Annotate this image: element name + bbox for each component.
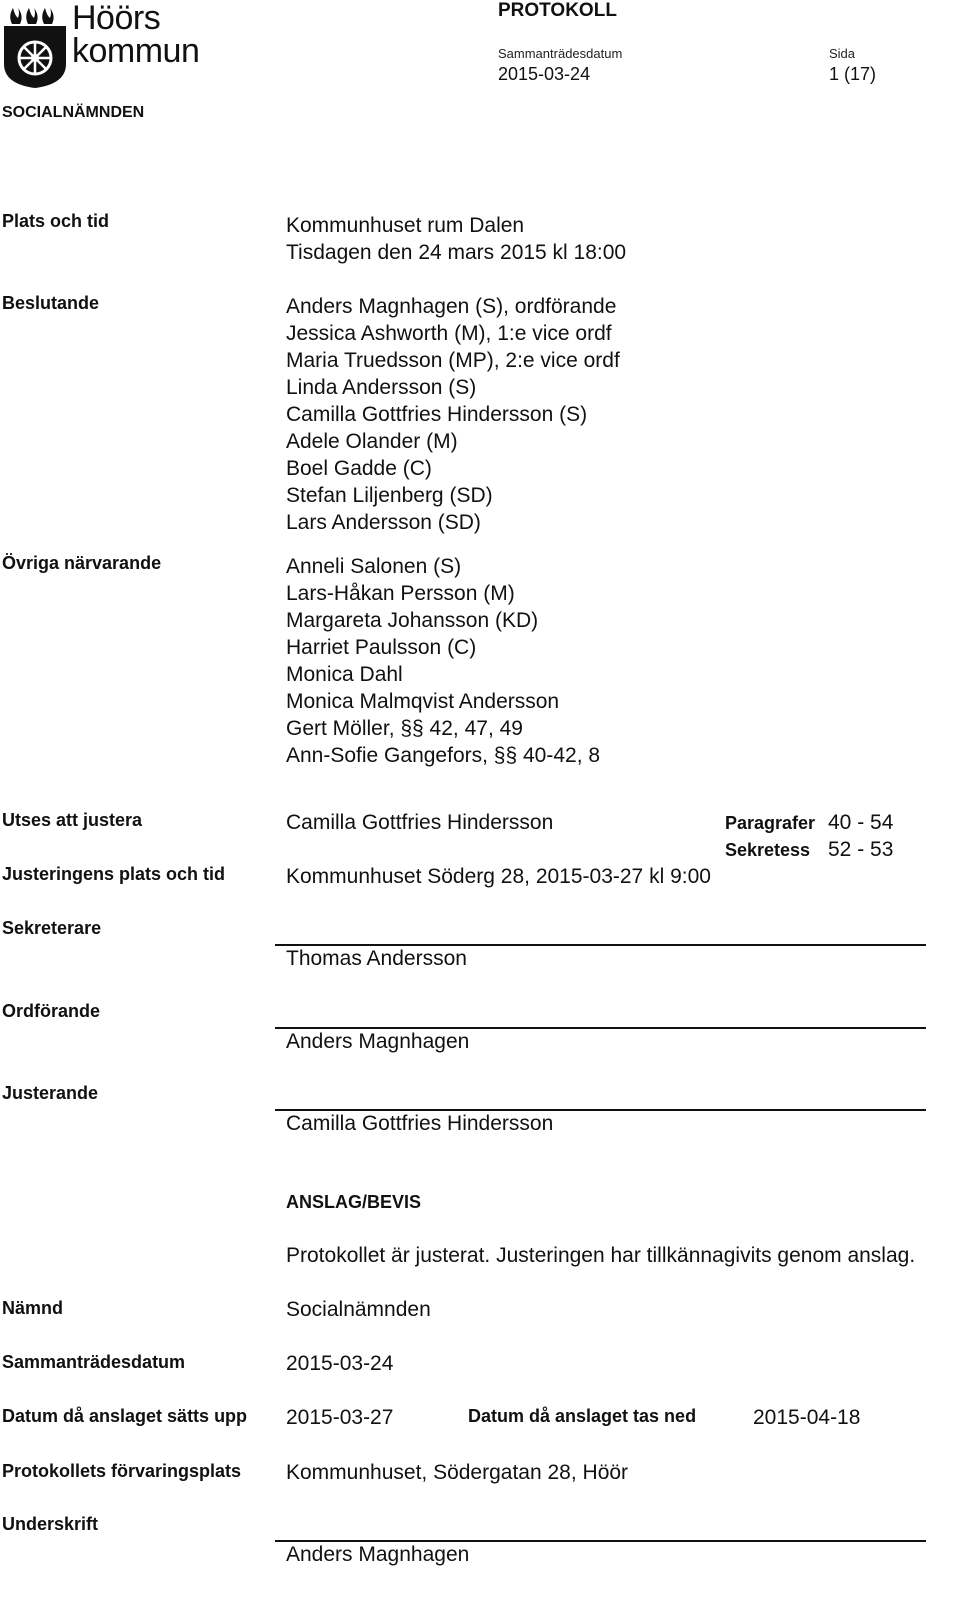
doc-type: PROTOKOLL <box>498 0 617 21</box>
sekreterare-label: Sekreterare <box>2 918 102 938</box>
logo-text <box>72 2 199 68</box>
attendee-line: Monica Dahl <box>286 663 403 686</box>
plats-line: Tisdagen den 24 mars 2015 kl 18:00 <box>286 241 627 264</box>
department: SOCIALNÄMNDEN <box>2 104 145 121</box>
ordforande-label: Ordförande <box>2 1001 101 1021</box>
member-line: Linda Andersson (S) <box>286 376 477 399</box>
anslag-ned-value: 2015-04-18 <box>753 1406 861 1429</box>
paragrafer-value: 40 - 54 <box>828 811 894 834</box>
attendee-line: Harriet Paulsson (C) <box>286 636 477 659</box>
plats-label: Plats och tid <box>2 211 110 231</box>
municipality-logo-icon <box>2 6 68 90</box>
beslutande-label: Beslutande <box>2 293 100 313</box>
sekreterare-name: Thomas Andersson <box>286 947 467 970</box>
ovriga-label: Övriga närvarande <box>2 553 162 573</box>
forvaring-label: Protokollets förvaringsplats <box>2 1461 242 1481</box>
attendee-line: Ann-Sofie Gangefors, §§ 40-42, 8 <box>286 744 601 767</box>
underskrift-name: Anders Magnhagen <box>286 1543 470 1566</box>
ordforande-name: Anders Magnhagen <box>286 1030 470 1053</box>
sammantradesdatum-value: 2015-03-24 <box>286 1352 394 1375</box>
member-line: Adele Olander (M) <box>286 430 458 453</box>
utses-label: Utses att justera <box>2 810 143 830</box>
namnd-label: Nämnd <box>2 1298 64 1318</box>
attendee-line: Margareta Johansson (KD) <box>286 609 539 632</box>
signature-line <box>275 1027 926 1029</box>
page-number: 1 (17) <box>829 64 877 84</box>
justerande-label: Justerande <box>2 1083 99 1103</box>
anslag-text: Protokollet är justerat. Justeringen har tillkännagivits genom anslag. <box>286 1244 916 1267</box>
beslutande-list <box>286 293 620 536</box>
signature-line <box>275 944 926 946</box>
member-line: Maria Truedsson (MP), 2:e vice ordf <box>286 349 620 372</box>
date-label: Sammanträdesdatum <box>498 46 623 61</box>
ovriga-list <box>286 553 600 769</box>
member-line: Lars Andersson (SD) <box>286 511 481 534</box>
member-line: Anders Magnhagen (S), ordförande <box>286 295 617 318</box>
signature-line <box>275 1540 926 1542</box>
sammantradesdatum-label: Sammanträdesdatum <box>2 1352 186 1372</box>
utses-value: Camilla Gottfries Hindersson <box>286 811 554 834</box>
attendee-line: Anneli Salonen (S) <box>286 555 462 578</box>
forvaring-value: Kommunhuset, Södergatan 28, Höör <box>286 1461 629 1484</box>
justering-plats-label: Justeringens plats och tid <box>2 864 226 884</box>
member-line: Stefan Liljenberg (SD) <box>286 484 493 507</box>
page-label: Sida <box>829 46 856 61</box>
justerande-name: Camilla Gottfries Hindersson <box>286 1112 554 1135</box>
anslag-upp-value: 2015-03-27 <box>286 1406 394 1429</box>
namnd-value: Socialnämnden <box>286 1298 431 1321</box>
attendee-line: Gert Möller, §§ 42, 47, 49 <box>286 717 523 740</box>
member-line: Jessica Ashworth (M), 1:e vice ordf <box>286 322 612 345</box>
member-line: Camilla Gottfries Hindersson (S) <box>286 403 588 426</box>
anslag-ned-label: Datum då anslaget tas ned <box>468 1406 697 1426</box>
signature-line <box>275 1109 926 1111</box>
logo-text-line-2: kommun <box>72 32 200 70</box>
justering-plats-value: Kommunhuset Söderg 28, 2015-03-27 kl 9:00 <box>286 865 711 888</box>
plats-block <box>286 212 626 266</box>
anslag-upp-label: Datum då anslaget sätts upp <box>2 1406 248 1426</box>
sekretess-label: Sekretess <box>725 840 811 860</box>
member-line: Boel Gadde (C) <box>286 457 432 480</box>
attendee-line: Lars-Håkan Persson (M) <box>286 582 515 605</box>
date-value: 2015-03-24 <box>498 64 591 84</box>
underskrift-label: Underskrift <box>2 1514 99 1534</box>
sekretess-value: 52 - 53 <box>828 838 894 861</box>
paragrafer-label: Paragrafer <box>725 813 816 833</box>
logo-text-line-1: Höörs <box>72 0 161 37</box>
attendee-line: Monica Malmqvist Andersson <box>286 690 560 713</box>
anslag-title: ANSLAG/BEVIS <box>286 1192 422 1212</box>
plats-line: Kommunhuset rum Dalen <box>286 214 525 237</box>
